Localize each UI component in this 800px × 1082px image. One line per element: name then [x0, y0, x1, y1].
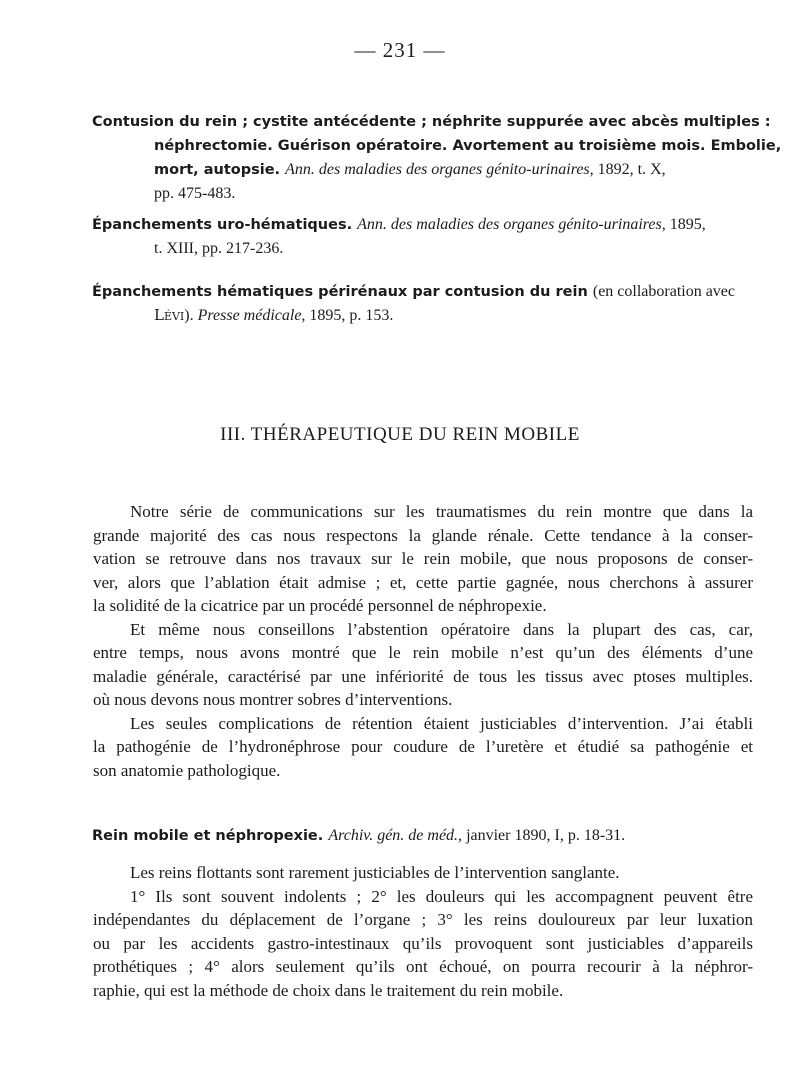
paragraph-line: maladie générale, caractérisé par une infériorité de tous les tissus avec ptoses multiples. [93, 666, 753, 686]
entry-line [92, 213, 752, 237]
entry-text: 1892, t. X, [593, 161, 666, 178]
bibliography-entry-rein-mobile [92, 824, 752, 848]
entry-text: Archiv. gén. de méd., [328, 827, 463, 844]
entry-text: pp. 475-483. [154, 185, 236, 202]
bibliography-entry-epanchements-hematiques [92, 280, 752, 327]
paragraph-line: Et même nous conseillons l’abstention opératoire dans la plupart des cas, car, [130, 619, 753, 639]
entry-text: Rein mobile et néphropexie. [92, 828, 329, 844]
bibliography-entry-epanchements-uro [92, 213, 752, 260]
paragraph-line: Les seules complications de rétention étaient justiciables d’intervention. J’ai établi [130, 713, 753, 733]
entry-text: Ann. des maladies des organes génito-urinaires, [285, 161, 594, 178]
entry-text: 1895, [665, 216, 706, 233]
entry-line [92, 158, 752, 182]
entry-text: 1895, p. 153. [305, 307, 394, 324]
entry-line [92, 237, 752, 260]
entry-line [92, 110, 771, 134]
entry-text: ). [184, 307, 198, 324]
paragraph-line: grande majorité des cas nous respectons la glande rénale. Cette tendance à la conser- [93, 525, 753, 545]
section-body [93, 500, 753, 782]
paragraph-line: ver, alors que l’ablation était admise ; et, cette partie gagnée, nous cherchons à assurer [93, 572, 753, 592]
entry-text: Lévi [154, 306, 185, 324]
paragraph-line: raphie, qui est la méthode de choix dans le traitement du rein mobile. [93, 980, 564, 1000]
paragraph-line: où nous devons nous montrer sobres d’interventions. [93, 690, 453, 709]
entry-text: Épanchements hématiques périrénaux par contusion du rein [92, 284, 593, 300]
entry-line [92, 280, 752, 304]
entry-text: Contusion du rein ; cystite antécédente ; néphrite suppurée avec abcès multiples : [92, 114, 771, 130]
paragraph-line: vation se retrouve dans nos travaux sur le rein mobile, que nous proposons de conser- [93, 549, 753, 568]
paragraph-line: Notre série de communications sur les traumatismes du rein montre que dans la [130, 502, 753, 521]
entry-text: mort, autopsie. [154, 162, 286, 178]
entry-line [92, 182, 752, 205]
paragraph-line: Les reins flottants sont rarement justiciables de l’intervention sanglante. [130, 863, 620, 882]
entry-text: t. XIII, pp. 217-236. [154, 240, 284, 257]
section-heading: III. THÉRAPEUTIQUE DU REIN MOBILE [220, 424, 580, 445]
page-number: — 231 — [354, 38, 446, 62]
entry-text: Épanchements uro-hématiques. [92, 217, 358, 233]
entry-line [92, 134, 782, 158]
paragraph-line: indépendantes du déplacement de l’organe ; 3° les reins douloureux par leur luxation [93, 910, 753, 929]
paragraph-line: prothétiques ; 4° alors seulement qu’ils ont échoué, on pourra recourir à la néphror- [93, 957, 753, 976]
paragraph-line: entre temps, nous avons montré que le rein mobile n’est qu’un des éléments d’une [93, 643, 753, 662]
bibliography-entry-contusion [92, 110, 782, 205]
entry-line [92, 824, 752, 848]
entry-line [92, 304, 752, 327]
rein-mobile-summary [93, 861, 753, 1002]
paragraph-line: ou par les accidents gastro-intestinaux qu’ils provoquent sont justiciables d’appareils [93, 933, 753, 953]
paragraph-line: 1° Ils sont souvent indolents ; 2° les douleurs qui les accompagnent peuvent être [130, 886, 753, 906]
entry-text: (en collaboration avec [592, 283, 736, 300]
entry-text: Ann. des maladies des organes génito-urinaires, [357, 216, 666, 233]
entry-text: néphrectomie. Guérison opératoire. Avortement au troisième mois. Embolie, [154, 138, 782, 154]
paragraph-line: la pathogénie de l’hydronéphrose pour coudure de l’uretère et étudié sa pathogénie et [93, 737, 753, 756]
entry-text: janvier 1890, I, p. 18-31. [462, 827, 626, 844]
paragraph-line: la solidité de la cicatrice par un procédé personnel de néphropexie. [93, 596, 547, 615]
paragraph-line: son anatomie pathologique. [93, 760, 281, 780]
entry-text: Presse médicale, [197, 307, 306, 324]
